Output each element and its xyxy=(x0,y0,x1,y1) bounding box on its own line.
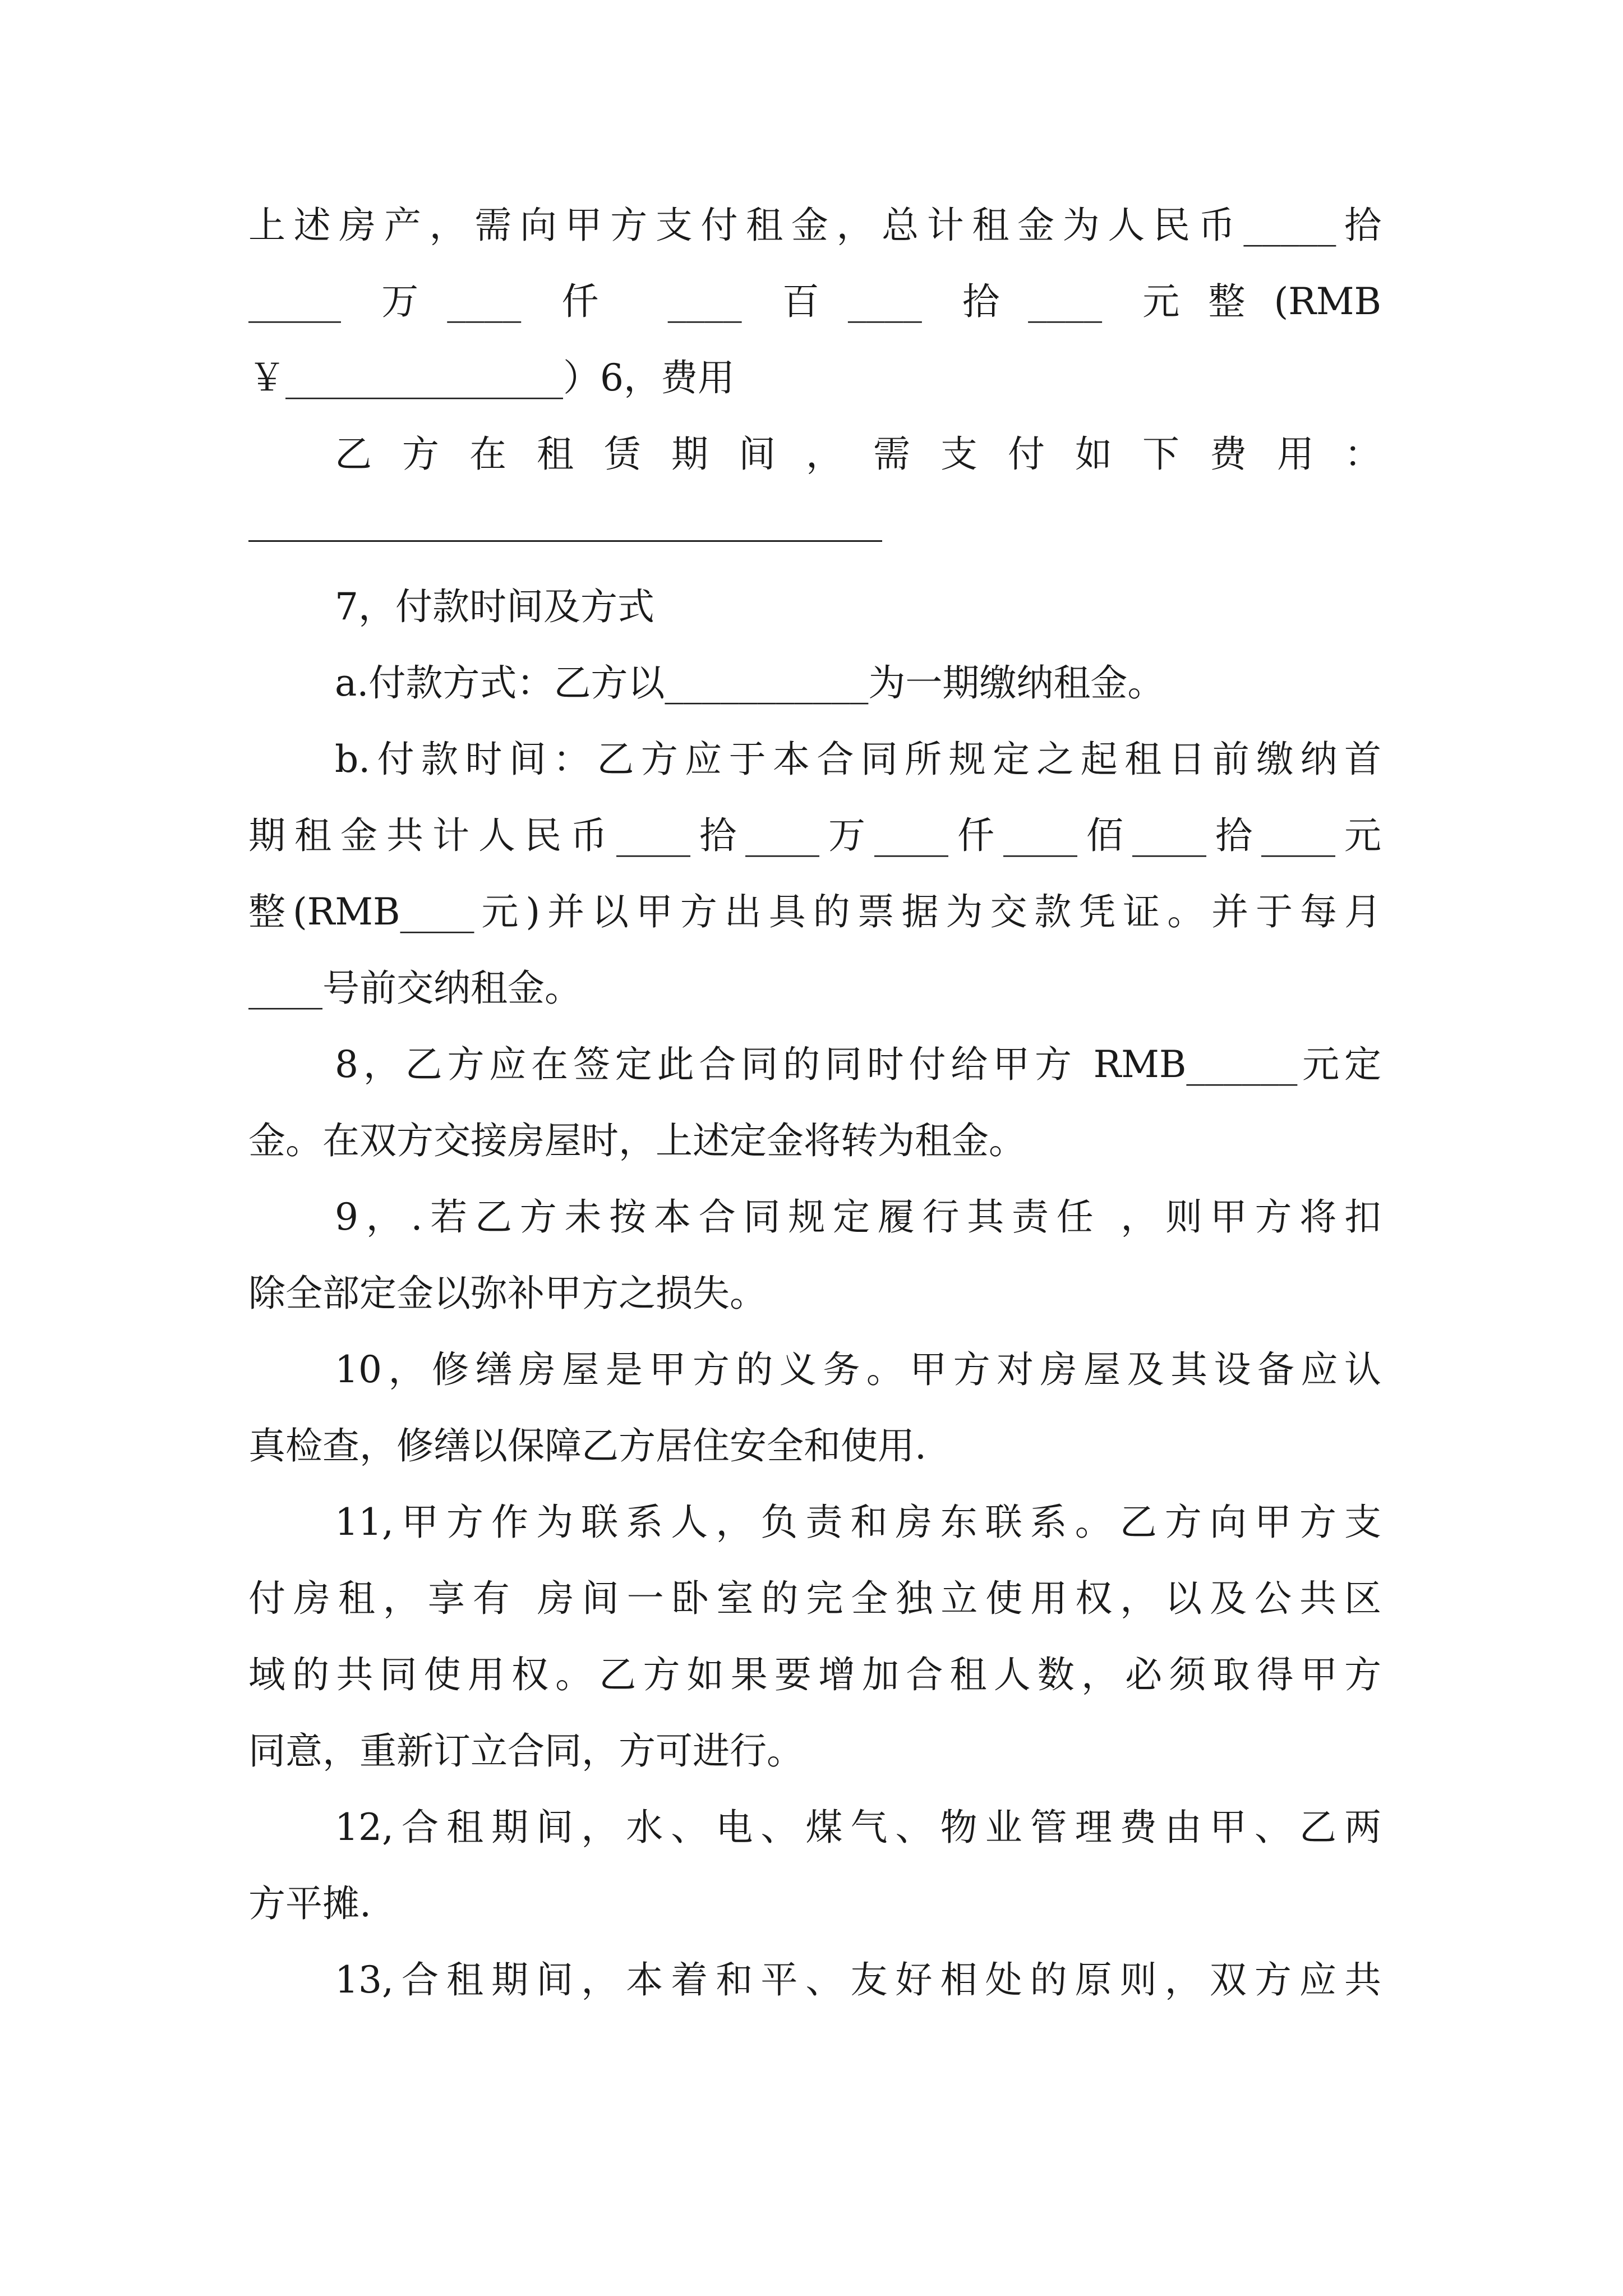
contract-page xyxy=(248,203,1381,2034)
text-line: _____ 万____ 仟 ____ 百____ 拾____ 元整(RMB xyxy=(248,280,1381,323)
text-line: 金。在双方交接房屋时，上述定金将转为租金。 xyxy=(248,1119,1026,1162)
text-line: 方平摊. xyxy=(248,1882,371,1925)
section-heading: 7，付款时间及方式 xyxy=(335,585,654,628)
underline-rule xyxy=(248,540,882,542)
text-line: 上述房产，需向甲方支付租金，总计租金为人民币_____拾 xyxy=(248,204,1381,247)
text-line: 域的共同使用权。乙方如果要增加合租人数，必须取得甲方 xyxy=(248,1653,1381,1696)
text-line: 同意，重新订立合同，方可进行。 xyxy=(248,1729,804,1773)
text-line: 8，乙方应在签定此合同的同时付给甲方 RMB______元定 xyxy=(335,1043,1381,1086)
text-line: 付房租，享有 房间一卧室的完全独立使用权，以及公共区 xyxy=(248,1577,1381,1620)
text-line: ￥_______________）6，费用 xyxy=(248,356,735,399)
text-line: ____号前交纳租金。 xyxy=(248,967,582,1010)
text-line: 真检查，修缮以保障乙方居住安全和使用. xyxy=(248,1424,926,1467)
text-line: 期租金共计人民币____拾____万____仟____佰____拾____元 xyxy=(248,814,1381,857)
text-line: 除全部定金以弥补甲方之损失。 xyxy=(248,1272,767,1315)
text-line: a.付款方式：乙方以___________为一期缴纳租金。 xyxy=(335,661,1165,705)
text-line: 12,合租期间，水、电、煤气、物业管理费由甲、乙两 xyxy=(335,1806,1381,1849)
text-line: 9，.若乙方未按本合同规定履行其责任 ，则甲方将扣 xyxy=(335,1195,1381,1239)
text-line: 乙方在租赁期间，需支付如下费用： xyxy=(335,432,1381,476)
text-line: 整(RMB____元)并以甲方出具的票据为交款凭证。并于每月 xyxy=(248,890,1381,933)
text-line: 10，修缮房屋是甲方的义务。甲方对房屋及其设备应认 xyxy=(335,1348,1381,1391)
text-line: 13,合租期间，本着和平、友好相处的原则，双方应共 xyxy=(335,1958,1381,2001)
fill-in-blank-line xyxy=(248,508,1381,553)
text-line: 11,甲方作为联系人，负责和房东联系。乙方向甲方支 xyxy=(335,1501,1381,1544)
text-line: b.付款时间：乙方应于本合同所规定之起租日前缴纳首 xyxy=(335,738,1381,781)
